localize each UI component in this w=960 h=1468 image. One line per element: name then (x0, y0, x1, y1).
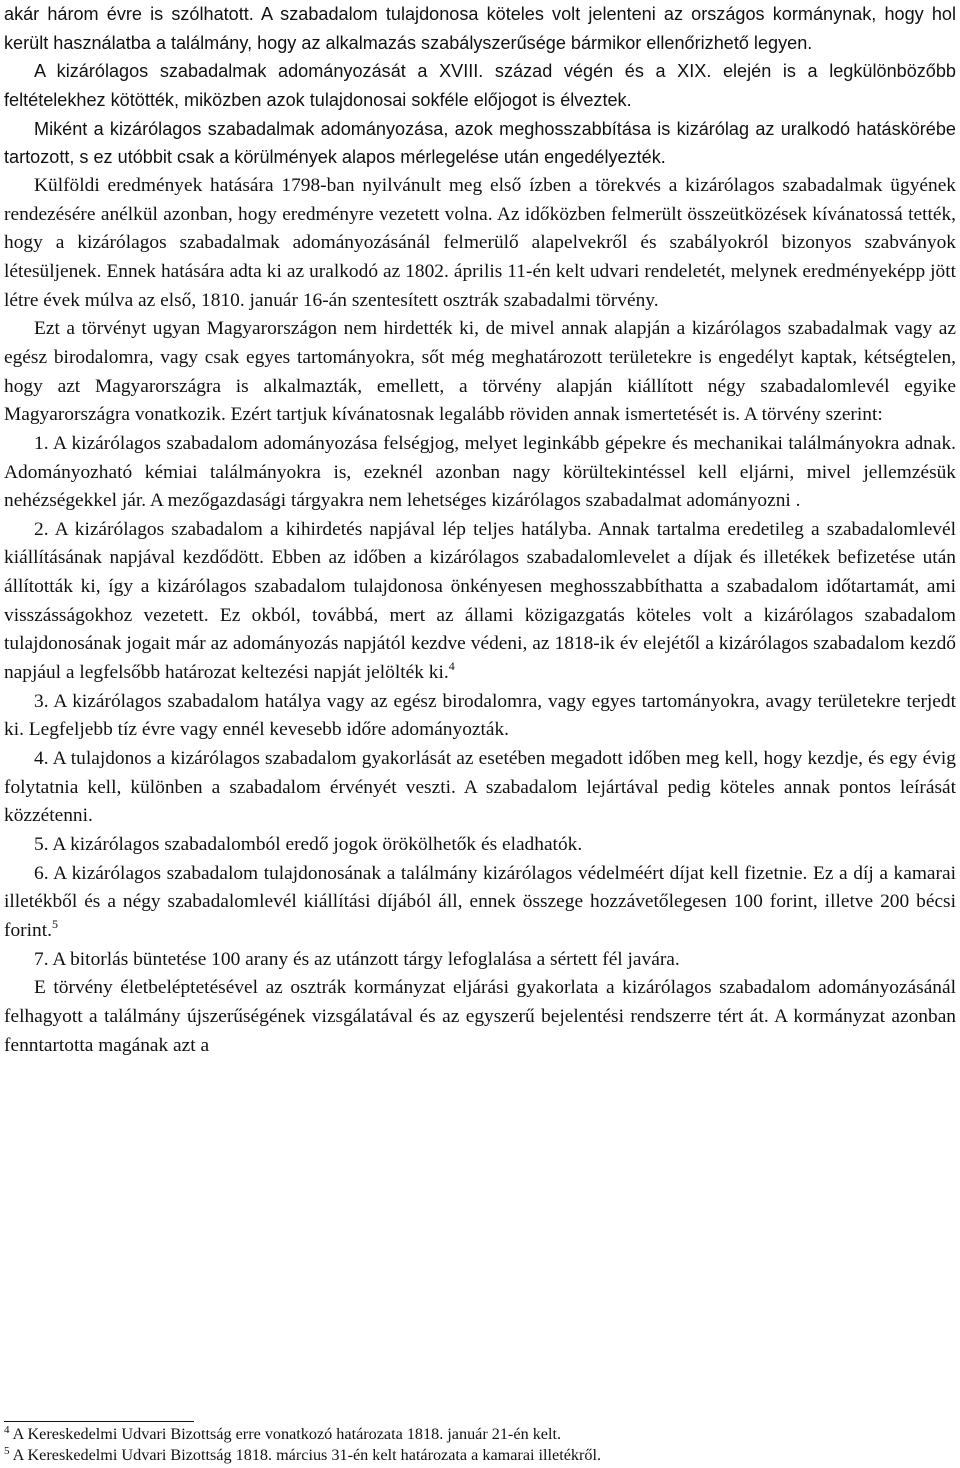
paragraph-6: E törvény életbeléptetésével az osztrák kormányzat eljárási gyakorlata a kizárólagos szabadalom adományozásánál felhagyott a találmány újszerűségének vizsgálatával és az egyszerű bejelentési rendszerre tért át. A kormányzat azonban fenntartotta magának azt a (4, 977, 956, 1056)
list-item-1: 1. A kizárólagos szabadalom adományozása felségjog, melyet leginkább gépekre és mechanikai találmányokra adnak. Adományozható kémiai találmányokra is, ezeknél azonban nagy körültekintéssel kell eljárni, mivel jellemzésük nehézségekkel jár. A mezőgazdasági tárgyakra nem lehetséges kizárólagos szabadalmat adományozni . (4, 432, 956, 512)
paragraph-5: Ezt a törvényt ugyan Magyarországon nem hirdették ki, de mivel annak alapján a kizárólagos szabadalmak vagy az egész birodalomra, vagy csak egyes tartományokra, sőt még meghatározott területekre is engedélyt kaptak, kétségtelen, hogy azt Magyarországra is alkalmazták, emellett, a törvény alapján kiállított négy szabadalomlevél egyike Magyarországra vonatkozik. Ezért tartjuk kívánatosnak legalább röviden annak ismertetését is. A törvény szerint: (4, 318, 956, 426)
list-item-2 (4, 516, 956, 688)
footnote-divider (4, 1421, 194, 1422)
paragraph-1: akár három évre is szólhatott. A szabadalom tulajdonosa köteles volt jelenteni az országos kormánynak, hogy hol került használatba a találmány, hogy az alkalmazás szabályszerűsége bármikor ellenőrizhető legyen. (4, 4, 956, 53)
list-item-3: 3. A kizárólagos szabadalom hatálya vagy az egész birodalomra, vagy egyes tartományokra, avagy területekre terjedt ki. Legfeljebb tíz évre vagy ennél kevesebb időre adományozták. (4, 690, 956, 741)
paragraph-3: Miként a kizárólagos szabadalmak adományozása, azok meghosszabbítása is kizárólag az uralkodó hatáskörébe tartozott, s ez utóbbit csak a körülmények alapos mérlegelése után engedélyezték. (4, 118, 956, 168)
paragraph-2: A kizárólagos szabadalmak adományozását a XVIII. század végén és a XIX. elején is a legkülönbözőbb feltételekhez kötötték, miközben azok tulajdonosai sokféle előjogot is élveztek. (4, 61, 956, 110)
list-item-5: 5. A kizárólagos szabadalomból eredő jogok örökölhetők és eladhatók. (34, 834, 583, 856)
list-item-6-text: 6. A kizárólagos szabadalom tulajdonosának a találmány kizárólagos védelméért díjat kell fizetnie. Ez a díj a kamarai illetékből és a négy szabadalomlevél kiállítási díjából áll, ennek összege hozzávetőlegesen 100 forint, illetve 200 bécsi forint. (4, 862, 956, 941)
footnote-ref-5[interactable]: 5 (51, 917, 58, 931)
footnote-text: A Kereskedelmi Udvari Bizottság 1818. március 31-én kelt határozata a kamarai illetékről. (9, 1446, 602, 1464)
footnote-number: 5 (4, 1445, 10, 1457)
document-body (4, 0, 956, 1060)
footnote-number: 4 (4, 1424, 10, 1436)
list-item-6 (4, 860, 956, 946)
list-item-2-text: 2. A kizárólagos szabadalom a kihirdetés napjával lép teljes hatályba. Annak tartalma eredetileg a szabadalomlevél kiállításának napjával kezdődött. Ebben az időben a kizárólagos szabadalomlevelet a díjak és illetékek befizetése után állították ki, így a kizárólagos szabadalom tulajdonosa önkényesen meghosszabbíthatta a szabadalom időtartamát, ami visszásságokhoz vezetett. Ez okból, továbbá, mert az állami közigazgatás köteles volt a kizárólagos szabadalom tulajdonosának jogait már az adományozás napjától kezdve védeni, az 1818-ik év elejétől a kizárólagos szabadalom kezdő napjául a legfelsőbb határozat keltezési napját jelölték ki. (4, 518, 956, 684)
paragraph-4: Külföldi eredmények hatására 1798-ban nyilvánult meg első ízben a törekvés a kizárólagos szabadalmak ügyének rendezésére anélkül azonban, hogy eredményre vezetett volna. Az időközben felmerült összeütközések kívánatossá tették, hogy a kizárólagos szabadalmak adományozásánál felmerülő alapelvekről és szabályokról bizonyos szabványok létesüljenek. Ennek hatására adta ki az uralkodó az 1802. április 11-én kelt udvari rendeletét, melynek eredményeképp jött létre évek múlva az első, 1810. január 16-án szentesített osztrák szabadalmi törvény. (4, 174, 956, 311)
footnotes (4, 1424, 956, 1466)
list-item-4: 4. A tulajdonos a kizárólagos szabadalom gyakorlását az esetében megadott időben meg kell, hogy kezdje, és egy évig folytatnia kell, különben a szabadalom érvényét veszti. A szabadalom lejártával pedig köteles annak pontos leírását közzétenni. (4, 748, 956, 827)
footnote-5 (4, 1445, 956, 1466)
footnote-ref-4[interactable]: 4 (448, 659, 455, 674)
footnote-text: A Kereskedelmi Udvari Bizottság erre vonatkozó határozata 1818. január 21-én kelt. (9, 1425, 562, 1443)
footnote-4 (4, 1424, 956, 1445)
list-item-7: 7. A bitorlás büntetése 100 arany és az utánzott tárgy lefoglalása a sértett fél javára. (34, 948, 680, 970)
